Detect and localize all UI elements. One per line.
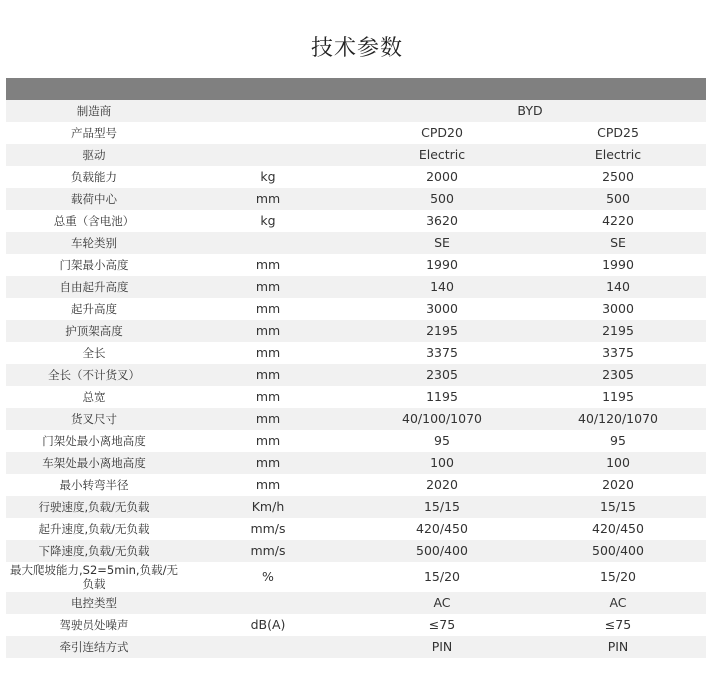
spec-value-cpd20: 3620 <box>354 210 530 232</box>
spec-unit: Km/h <box>182 496 354 518</box>
spec-label: 护顶架高度 <box>6 320 182 342</box>
table-row <box>6 342 706 364</box>
spec-value-cpd25: 3000 <box>530 298 706 320</box>
spec-value-cpd20: 2305 <box>354 364 530 386</box>
spec-value-cpd25: 2305 <box>530 364 706 386</box>
spec-value-cpd25: CPD25 <box>530 122 706 144</box>
spec-label: 门架处最小离地高度 <box>6 430 182 452</box>
spec-label: 全长 <box>6 342 182 364</box>
table-row <box>6 452 706 474</box>
spec-label: 车轮类别 <box>6 232 182 254</box>
spec-value-cpd25: ≤75 <box>530 614 706 636</box>
spec-value-cpd20: 2020 <box>354 474 530 496</box>
spec-value-cpd20: 500/400 <box>354 540 530 562</box>
spec-unit: mm <box>182 430 354 452</box>
spec-value-cpd25: 15/20 <box>530 562 706 592</box>
spec-unit: mm/s <box>182 540 354 562</box>
spec-label: 载荷中心 <box>6 188 182 210</box>
spec-value-cpd25: 40/120/1070 <box>530 408 706 430</box>
manufacturer-value: BYD <box>354 100 706 122</box>
spec-value-cpd20: 3000 <box>354 298 530 320</box>
spec-value-cpd20: 15/15 <box>354 496 530 518</box>
table-row <box>6 614 706 636</box>
spec-value-cpd25: 15/15 <box>530 496 706 518</box>
spec-unit: dB(A) <box>182 614 354 636</box>
spec-label: 负载能力 <box>6 166 182 188</box>
spec-value-cpd20: 2195 <box>354 320 530 342</box>
spec-value-cpd20: 95 <box>354 430 530 452</box>
spec-label: 产品型号 <box>6 122 182 144</box>
spec-label: 车架处最小离地高度 <box>6 452 182 474</box>
spec-value-cpd25: 95 <box>530 430 706 452</box>
table-row <box>6 276 706 298</box>
table-row <box>6 320 706 342</box>
page-title: 技术参数 <box>310 36 403 61</box>
table-header-bar <box>6 78 706 100</box>
spec-unit: mm <box>182 188 354 210</box>
spec-label: 最大爬坡能力,S2=5min,负载/无负载 <box>6 562 182 592</box>
header-cell <box>182 78 354 100</box>
spec-value-cpd20: 140 <box>354 276 530 298</box>
table-row <box>6 188 706 210</box>
spec-value-cpd25: Electric <box>530 144 706 166</box>
spec-value-cpd25: 1195 <box>530 386 706 408</box>
spec-unit <box>182 144 354 166</box>
spec-value-cpd25: 4220 <box>530 210 706 232</box>
table-row <box>6 408 706 430</box>
table-row <box>6 386 706 408</box>
spec-value-cpd25: 420/450 <box>530 518 706 540</box>
spec-value-cpd25: 2500 <box>530 166 706 188</box>
spec-label: 起升高度 <box>6 298 182 320</box>
spec-unit: % <box>182 562 354 592</box>
table-row <box>6 540 706 562</box>
header-cell <box>530 78 706 100</box>
spec-label: 货叉尺寸 <box>6 408 182 430</box>
spec-unit: mm <box>182 364 354 386</box>
spec-value-cpd20: 2000 <box>354 166 530 188</box>
spec-value-cpd20: 500 <box>354 188 530 210</box>
spec-unit: kg <box>182 166 354 188</box>
spec-value-cpd25: 3375 <box>530 342 706 364</box>
spec-unit: mm <box>182 254 354 276</box>
spec-value-cpd25: 500 <box>530 188 706 210</box>
spec-table <box>6 78 706 658</box>
spec-unit <box>182 636 354 658</box>
spec-value-cpd20: 40/100/1070 <box>354 408 530 430</box>
table-row <box>6 254 706 276</box>
spec-label: 门架最小高度 <box>6 254 182 276</box>
spec-unit: mm <box>182 342 354 364</box>
spec-value-cpd25: 2195 <box>530 320 706 342</box>
spec-label: 总宽 <box>6 386 182 408</box>
spec-unit: mm <box>182 276 354 298</box>
table-row <box>6 518 706 540</box>
spec-label: 全长（不计货叉） <box>6 364 182 386</box>
spec-label: 自由起升高度 <box>6 276 182 298</box>
spec-label: 起升速度,负载/无负载 <box>6 518 182 540</box>
spec-value-cpd20: 420/450 <box>354 518 530 540</box>
spec-value-cpd20: AC <box>354 592 530 614</box>
spec-unit <box>182 232 354 254</box>
spec-unit: mm <box>182 474 354 496</box>
spec-value-cpd20: CPD20 <box>354 122 530 144</box>
table-row <box>6 636 706 658</box>
spec-value-cpd20: 100 <box>354 452 530 474</box>
spec-value-cpd20: PIN <box>354 636 530 658</box>
spec-value-cpd20: Electric <box>354 144 530 166</box>
table-row <box>6 592 706 614</box>
table-row <box>6 144 706 166</box>
table-row <box>6 166 706 188</box>
spec-label: 下降速度,负载/无负载 <box>6 540 182 562</box>
table-row <box>6 122 706 144</box>
spec-value-cpd25: 2020 <box>530 474 706 496</box>
spec-value-cpd20: 15/20 <box>354 562 530 592</box>
spec-unit: kg <box>182 210 354 232</box>
table-row <box>6 496 706 518</box>
table-row <box>6 298 706 320</box>
spec-unit: mm/s <box>182 518 354 540</box>
manufacturer-row <box>6 100 706 122</box>
spec-value-cpd25: 1990 <box>530 254 706 276</box>
spec-unit: mm <box>182 320 354 342</box>
manufacturer-unit <box>182 100 354 122</box>
spec-unit: mm <box>182 452 354 474</box>
spec-value-cpd25: 100 <box>530 452 706 474</box>
spec-value-cpd20: 1990 <box>354 254 530 276</box>
table-row <box>6 364 706 386</box>
spec-label: 驱动 <box>6 144 182 166</box>
spec-value-cpd25: 500/400 <box>530 540 706 562</box>
table-row <box>6 430 706 452</box>
spec-unit: mm <box>182 408 354 430</box>
spec-value-cpd20: SE <box>354 232 530 254</box>
spec-value-cpd25: 140 <box>530 276 706 298</box>
spec-unit: mm <box>182 298 354 320</box>
manufacturer-label: 制造商 <box>6 100 182 122</box>
table-row <box>6 210 706 232</box>
spec-label: 电控类型 <box>6 592 182 614</box>
spec-unit <box>182 122 354 144</box>
spec-unit <box>182 592 354 614</box>
header-cell <box>354 78 530 100</box>
table-row <box>6 232 706 254</box>
table-row <box>6 474 706 496</box>
spec-unit: mm <box>182 386 354 408</box>
header-cell <box>6 78 182 100</box>
table-row <box>6 562 706 592</box>
spec-value-cpd25: AC <box>530 592 706 614</box>
spec-label: 驾驶员处噪声 <box>6 614 182 636</box>
spec-label: 最小转弯半径 <box>6 474 182 496</box>
spec-value-cpd25: PIN <box>530 636 706 658</box>
spec-value-cpd20: ≤75 <box>354 614 530 636</box>
spec-label: 牵引连结方式 <box>6 636 182 658</box>
spec-value-cpd25: SE <box>530 232 706 254</box>
spec-label: 行驶速度,负载/无负载 <box>6 496 182 518</box>
spec-label: 总重（含电池） <box>6 210 182 232</box>
spec-value-cpd20: 3375 <box>354 342 530 364</box>
spec-value-cpd20: 1195 <box>354 386 530 408</box>
